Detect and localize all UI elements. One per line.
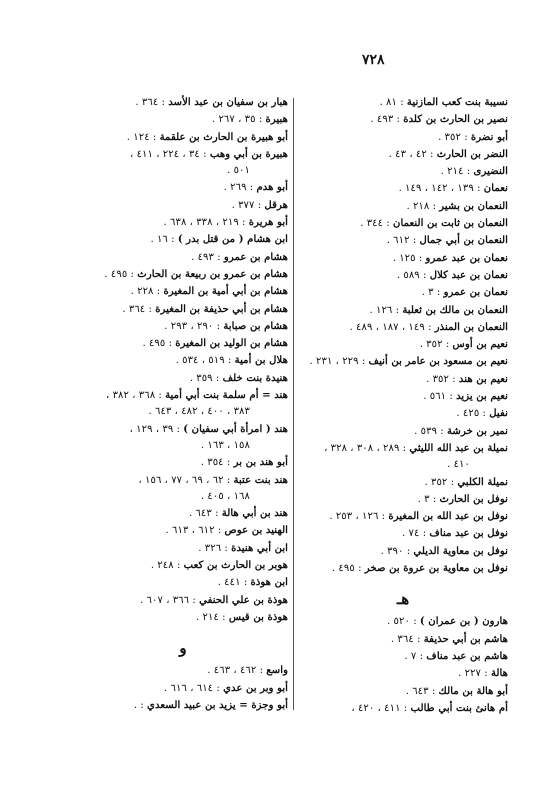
index-entry <box>298 388 508 405</box>
entry-page-refs: ٣ . <box>417 493 430 505</box>
entry-name: هوبر بن الحارث بن كعب <box>183 559 288 572</box>
entry-name: نعمان بن عبد كلال <box>429 268 508 281</box>
entry-separator: : <box>223 457 234 469</box>
entry-separator: : <box>173 560 184 572</box>
entry-separator: : <box>419 528 430 540</box>
entry-name: نميلة بن عبد الله الليثي <box>409 441 508 454</box>
index-entry <box>298 491 508 508</box>
index-entry <box>298 284 508 301</box>
entry-separator: : <box>354 563 365 575</box>
index-entry <box>298 543 508 560</box>
index-entry <box>298 232 508 249</box>
entry-page-refs: . <box>133 699 138 711</box>
entry-page-refs: ٣٤٤ . <box>360 218 384 230</box>
entry-separator: : <box>428 685 439 697</box>
entry-name: هند بنت عتبة <box>233 473 288 486</box>
index-entry <box>298 700 508 717</box>
entry-page-refs: ١٥٨ ، ١٦٣ . <box>200 439 250 451</box>
entry-separator: : <box>155 390 166 402</box>
entry-separator: : <box>149 131 160 143</box>
index-entry <box>78 472 288 489</box>
entry-page-refs: ٤٩٥ . <box>142 338 166 350</box>
entry-name: نوفل بن عبد الله بن المغيرة <box>388 510 508 523</box>
entry-page-refs: ٤٩٥ . <box>331 563 355 575</box>
entry-separator: : <box>223 474 234 486</box>
entry-separator: : <box>256 665 267 677</box>
entry-page-refs: ٣٨٣ ، ٤٠٠ ، ٤٨٢ ، ٦٤٣ . <box>148 406 250 418</box>
entry-page-refs: ٥٢٠ . <box>387 616 410 628</box>
entry-separator: : <box>211 508 222 520</box>
entry-name: هند بن أبي هالة <box>221 507 288 520</box>
entry-page-refs: ٣٤ ، ٢٢٤ ، ٤١١ ، <box>130 148 200 160</box>
entry-name: ابن هوذة <box>250 576 288 589</box>
index-entry <box>298 405 508 422</box>
entry-page-refs: ٣٦٤ . <box>122 303 146 315</box>
entry-page-refs: ٦٢ ، ٦٩ ، ٧٧ ، ١٥٦ ، <box>138 474 224 486</box>
entry-name: النضيرى <box>473 165 508 178</box>
entry-separator: : <box>255 114 266 126</box>
entry-separator: : <box>378 511 389 523</box>
entry-separator: : <box>460 131 471 143</box>
entry-page-refs: ١٦٨ ، ٤٠٥ . <box>200 490 250 502</box>
index-entry <box>78 609 288 626</box>
entry-page-refs: ٣٦٤ . <box>390 633 414 645</box>
entry-page-refs: ٣٩٠ . <box>380 545 404 557</box>
entry-name: هاشم بن عبد مناف <box>426 649 508 662</box>
entry-separator: : <box>429 493 440 505</box>
entry-separator: : <box>254 199 265 211</box>
index-entry <box>298 648 508 665</box>
entry-separator: : <box>127 268 138 280</box>
index-entry <box>298 336 508 353</box>
entry-separator: : <box>400 702 411 714</box>
entry-name: هشام بن أبي أمية بن المغيرة <box>163 285 288 298</box>
entry-separator: : <box>213 682 224 694</box>
entry-name: نوفل بن عبد مناف <box>429 527 508 540</box>
index-entry <box>78 454 288 471</box>
entry-separator: : <box>446 391 457 403</box>
entry-name: نعيم بن يزيد <box>456 390 508 403</box>
index-entry <box>298 613 508 630</box>
index-entry <box>298 683 508 700</box>
entry-separator: : <box>218 611 229 623</box>
entry-name: هوذة بن علي الحنفي <box>199 593 288 606</box>
index-entry <box>78 592 288 609</box>
entry-name: هرقل <box>264 198 288 211</box>
entry-page-refs: ٣٥٢ . <box>424 476 448 488</box>
entry-page-refs: ٢١٩ ، ٣٣٨ ، ٦٣٨ . <box>163 217 239 229</box>
index-entry <box>298 215 508 232</box>
entry-separator: : <box>447 476 458 488</box>
entry-page-refs: ٣٢٦ . <box>198 542 222 554</box>
index-entry <box>78 680 288 697</box>
index-entry <box>78 231 288 248</box>
entry-separator: : <box>426 148 437 160</box>
entry-separator: : <box>397 97 407 108</box>
entry-page-refs: ٤٢٥ . <box>456 408 480 420</box>
index-entry <box>78 438 288 454</box>
entry-name: نعيم بن أوس <box>452 338 508 351</box>
entry-separator: : <box>224 355 235 367</box>
index-entry <box>78 489 288 505</box>
entry-name: هبيرة <box>265 113 288 126</box>
index-entry <box>298 631 508 648</box>
index-entry <box>78 266 288 283</box>
entry-name: نعمان <box>483 182 508 195</box>
entry-name: هبار بن سفيان بن عبد الأسد <box>168 96 288 108</box>
entry-name: ابن أبي هنيدة <box>231 541 288 554</box>
entry-page-refs: ٣٧٧ . <box>231 199 255 211</box>
entry-separator: : <box>463 166 474 178</box>
index-entry <box>298 353 508 370</box>
entry-name: النعمان بن بشير <box>439 199 508 212</box>
entry-name: هبيرة بن أبي وهب <box>209 147 288 160</box>
entry-name: نوفل بن معاوية بن عروة بن صخر <box>364 562 508 575</box>
entry-page-refs: ٧٤ . <box>402 528 420 540</box>
index-entry <box>78 283 288 300</box>
entry-separator: : <box>416 650 427 662</box>
entry-name: أم هانئ بنت أبي طالب <box>410 701 508 714</box>
entry-page-refs: ٤٩٣ . <box>191 251 214 263</box>
entry-separator: : <box>167 234 178 246</box>
entry-page-refs: ١٣٩ ، ١٤٢ ، ١٤٩ . <box>398 183 474 195</box>
entry-separator: : <box>442 339 453 351</box>
entry-separator: : <box>479 408 490 420</box>
index-entry <box>298 267 508 284</box>
entry-separator: : <box>214 251 224 263</box>
entry-page-refs: ٢٢٩ ، ٢٣١ . <box>309 356 359 368</box>
index-entry <box>78 94 288 111</box>
index-entry <box>298 560 508 577</box>
entry-page-refs: ٢٤٨ . <box>150 560 174 572</box>
entry-page-refs: ٤٦٢ ، ٤٦٣ . <box>207 665 257 677</box>
entry-page-refs: ١٢٤ . <box>126 131 150 143</box>
entry-page-refs: ٣٥ ، ٢٦٧ . <box>211 114 256 126</box>
index-entry <box>78 557 288 574</box>
entry-name: أبو هالة بن مالك <box>438 684 508 697</box>
index-entry <box>298 508 508 525</box>
entry-page-refs: ٤١١ ، ٤٢٠ ، <box>351 702 401 714</box>
entry-name: هند = أم سلمة بنت أبي أمية <box>165 389 288 402</box>
entry-page-refs: ٦٤٣ . <box>188 508 212 520</box>
entry-name: النعمان بن المنذر <box>434 320 508 333</box>
entry-name: أبو نضرة <box>470 130 508 143</box>
index-entry <box>298 457 508 473</box>
entry-name: واسع <box>266 664 288 677</box>
entry-page-refs: ٥٦١ . <box>423 391 447 403</box>
entry-name: هوذة بن قيس <box>228 610 288 623</box>
entry-separator: : <box>145 303 156 315</box>
index-entry <box>298 146 508 163</box>
index-entry <box>78 697 288 714</box>
index-entry <box>298 250 508 267</box>
entry-name: أبو هدم <box>256 181 288 194</box>
index-column-right <box>298 94 508 717</box>
entry-name: أبو هريرة <box>248 216 288 229</box>
entry-page-refs: ٢١٤ . <box>196 611 219 623</box>
entry-page-refs: ٣٦٤ . <box>135 97 159 108</box>
entry-page-refs: ٥٣٩ . <box>414 425 438 437</box>
entry-separator: : <box>199 148 210 160</box>
entry-name: هشام بن صبابة <box>223 319 288 332</box>
entry-name: نعمان بن عبد عمرو <box>425 251 508 264</box>
entry-separator: : <box>213 320 224 332</box>
entry-page-refs: ٣٥٤ . <box>200 457 224 469</box>
entry-page-refs: ٤٤١ . <box>217 577 241 589</box>
entry-name: النعمان بن أبي جمال <box>419 234 508 247</box>
index-entry <box>78 540 288 557</box>
entry-separator: : <box>473 183 484 195</box>
entry-page-refs: ٤٩٥ . <box>104 268 128 280</box>
entry-name: النضر بن الحارث <box>436 147 508 160</box>
entry-separator: : <box>158 97 169 108</box>
index-entry <box>78 146 288 163</box>
entry-separator: : <box>403 545 414 557</box>
entry-separator: : <box>189 594 200 606</box>
entry-separator: : <box>481 668 491 680</box>
entry-page-refs: ١٢٦ . <box>369 304 393 316</box>
entry-separator: : <box>448 373 459 385</box>
index-entry <box>78 404 288 420</box>
entry-name: هشام بن أبي حذيفة بن المغيرة <box>155 302 288 315</box>
entry-separator: : <box>399 442 410 454</box>
entry-page-refs: ٥٠١ . <box>227 165 250 177</box>
index-entry <box>298 302 508 319</box>
entry-separator: : <box>246 182 257 194</box>
entry-name: هنيدة بنت خلف <box>222 371 288 384</box>
index-column-left <box>78 94 288 714</box>
entry-name: الهنيد بن عوص <box>224 524 288 537</box>
entry-separator: : <box>392 304 403 316</box>
entry-list-waw <box>78 662 288 714</box>
entry-name: هلال بن أمية <box>234 354 288 367</box>
entry-page-refs: ٤٢ ، ٤٣ . <box>388 148 427 160</box>
index-entry <box>78 318 288 335</box>
entry-page-refs: ٢٦٩ . <box>223 182 247 194</box>
index-entry <box>78 352 288 369</box>
entry-name: هند ( امرأة أبي سفيان ) <box>183 422 288 435</box>
entry-page-refs: ٥١٩ ، ٥٣٤ . <box>175 355 225 367</box>
section-letter-waw: و <box>179 639 187 658</box>
entry-separator: : <box>221 542 232 554</box>
index-entry <box>298 525 508 542</box>
index-entry <box>78 421 288 438</box>
entry-page-refs: ٨١ . <box>379 97 397 108</box>
entry-page-refs: ٦١٢ . <box>386 235 410 247</box>
index-entry <box>78 111 288 128</box>
entry-name: نسيبة بنت كعب المازنية <box>406 96 508 108</box>
entry-page-refs: ٣ . <box>421 287 434 299</box>
index-entry <box>78 574 288 591</box>
entry-separator: : <box>409 616 420 628</box>
entry-page-refs: ٦٤٣ . <box>405 685 429 697</box>
entry-page-refs: ١٦ . <box>150 234 168 246</box>
entry-page-refs: ٤١٠ . <box>447 459 470 471</box>
entry-separator: : <box>165 338 176 350</box>
entry-name: هارون ( بن عمران ) <box>419 615 508 628</box>
entry-page-refs: ٢٨٩ ، ٣٠٨ ، ٣٢٨ ، <box>324 442 400 454</box>
entry-name: نوفل بن معاوية الديلي <box>413 544 508 557</box>
entry-name: هشام بن الوليد بن المغيرة <box>175 337 288 350</box>
entry-name: هشام بن عمرو بن ربيعة بن الحارث <box>137 267 288 280</box>
index-entry <box>298 440 508 457</box>
entry-separator: : <box>413 633 424 645</box>
entry-name: نفيل <box>489 407 508 420</box>
entry-page-refs: ٦١٢ ، ٦١٣ . <box>165 525 215 537</box>
entry-page-refs: ٣٦٨ ، ٣٨٢ ، <box>106 390 156 402</box>
entry-page-refs: ٧ . <box>404 650 417 662</box>
entry-separator: : <box>415 252 426 264</box>
entry-separator: : <box>137 699 148 711</box>
entry-page-refs: ٤٩٣ . <box>370 114 394 126</box>
index-entry <box>78 522 288 539</box>
entry-name: نميلة الكلبي <box>457 475 508 488</box>
index-entry <box>78 301 288 318</box>
entry-name: أبو هبيرة بن الحارث بن علقمة <box>159 130 288 143</box>
entry-separator: : <box>433 287 444 299</box>
entry-list-ha-start <box>298 613 508 717</box>
entry-page-refs: ٥٨٩ . <box>396 269 420 281</box>
entry-name: نمير بن خرشة <box>446 424 508 437</box>
entry-separator: : <box>212 372 223 384</box>
entry-name: نعمان بن عمرو <box>443 286 508 299</box>
page-number: ٧٢٨ <box>362 52 385 68</box>
entry-name: نعيم بن مسعود بن عامر بن أنيف <box>368 355 508 368</box>
entry-page-refs: ١٢٥ . <box>392 252 416 264</box>
entry-name: أبو وجزة = يزيد بن عبيد السعدي <box>147 698 288 711</box>
entry-name: ابن هشام ( من قتل بدر ) <box>177 233 288 246</box>
entry-page-refs: ٣٥٢ . <box>438 131 461 143</box>
entry-separator: : <box>409 235 420 247</box>
entry-page-refs: ٢١٤ . <box>440 166 464 178</box>
index-entry <box>78 197 288 214</box>
section-letter-ha: هـ <box>396 590 410 609</box>
entry-page-refs: ٦١٤ ، ٦١٦ . <box>164 682 214 694</box>
entry-name: نعيم بن هند <box>458 372 508 385</box>
entry-separator: : <box>173 423 184 435</box>
index-entry <box>298 665 508 682</box>
index-entry <box>78 662 288 679</box>
index-entry <box>78 249 288 266</box>
entry-separator: : <box>419 269 430 281</box>
entry-page-refs: ٣٥٩ . <box>189 372 213 384</box>
entry-name: هاشم بن أبي حذيفة <box>423 632 508 645</box>
index-entry <box>78 214 288 231</box>
entry-separator: : <box>240 577 251 589</box>
index-entry <box>298 319 508 336</box>
entry-name: النعمان بن ثابت بن النعمان <box>393 217 508 230</box>
entry-list-ha <box>78 94 288 626</box>
entry-separator: : <box>153 286 164 298</box>
entry-name: النعمان بن مالك بن ثعلبة <box>402 303 508 316</box>
index-entry <box>298 180 508 197</box>
index-entry <box>78 387 288 404</box>
entry-name: أبو هند بن بر <box>233 456 288 469</box>
entry-name: نصير بن الحارث بن كلدة <box>403 113 508 126</box>
index-entry <box>298 163 508 180</box>
index-entry <box>298 198 508 215</box>
index-entry <box>78 163 288 179</box>
entry-separator: : <box>238 217 249 229</box>
index-entry <box>298 111 508 128</box>
entry-page-refs: ٢٢٧ . <box>458 668 482 680</box>
entry-page-refs: ٢٢٨ . <box>130 286 154 298</box>
entry-name: هشام بن عمرو <box>223 250 288 263</box>
index-entry <box>298 94 508 111</box>
entry-name: نوفل بن الحارث <box>439 492 508 505</box>
column-divider <box>293 98 294 710</box>
index-entry <box>78 335 288 352</box>
entry-name: هالة <box>490 667 508 680</box>
entry-separator: : <box>437 425 447 437</box>
entry-page-refs: ٣٥٢ . <box>419 339 443 351</box>
index-entry <box>78 370 288 387</box>
entry-separator: : <box>214 525 225 537</box>
index-entry <box>298 129 508 146</box>
index-entry <box>298 423 508 440</box>
index-entry <box>78 179 288 196</box>
entry-page-refs: ٢٩٠ ، ٢٩٣ . <box>164 320 214 332</box>
entry-name: أبو وبر بن عدي <box>223 681 288 694</box>
entry-separator: : <box>424 321 435 333</box>
index-entry <box>298 371 508 388</box>
entry-page-refs: ٣٦٦ ، ٦٠٧ . <box>140 594 190 606</box>
entry-page-refs: ٣٩ ، ١٢٩ ، <box>129 423 174 435</box>
index-entry <box>298 474 508 491</box>
entry-page-refs: ٣٥٢ . <box>426 373 449 385</box>
index-entry <box>78 505 288 522</box>
entry-page-refs: ١٤٩ ، ١٨٧ ، ٤٨٩ . <box>349 321 425 333</box>
entry-list-nun <box>298 94 508 577</box>
entry-separator: : <box>383 218 394 230</box>
index-entry <box>78 129 288 146</box>
entry-separator: : <box>393 114 404 126</box>
entry-separator: : <box>358 356 369 368</box>
entry-separator: : <box>429 200 440 212</box>
entry-page-refs: ١٢٦ ، ٢٥٣ . <box>329 511 379 523</box>
entry-page-refs: ٢١٨ . <box>406 200 430 212</box>
